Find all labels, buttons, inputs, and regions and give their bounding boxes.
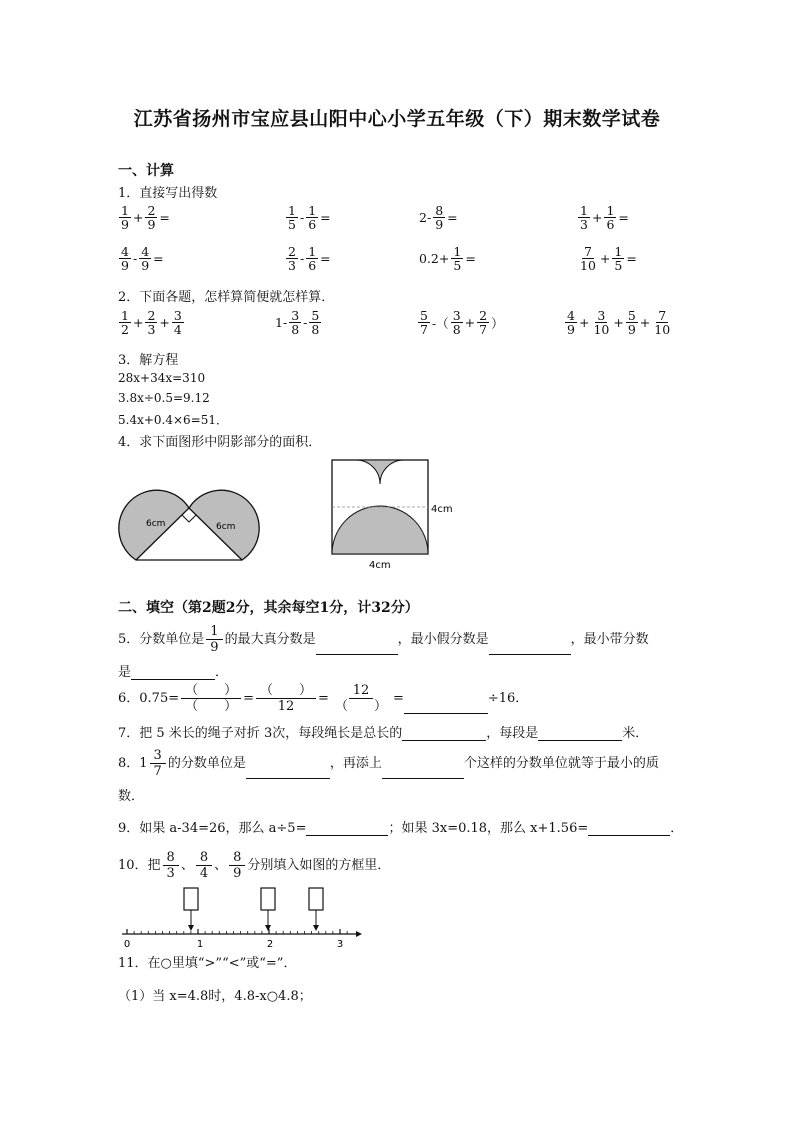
q11-sub-1: （1）当 x=4.8时，4.8-x○4.8； bbox=[118, 989, 312, 1004]
q1-item-2: $\frac{1}{5}$ - $\frac{1}{6}$ = bbox=[288, 203, 331, 232]
q7-blank-2[interactable] bbox=[538, 726, 622, 741]
arrow-head-1 bbox=[188, 925, 194, 931]
axis-arrow bbox=[356, 931, 362, 937]
q4-label: 4．求下面图形中阴影部分的面积． bbox=[118, 435, 322, 450]
q1-item-5: $\frac{4}{9}$ - $\frac{4}{9}$ = bbox=[121, 244, 164, 273]
tick-label-3: 3 bbox=[336, 939, 344, 950]
q5-blank-1[interactable] bbox=[316, 640, 398, 655]
q8-blank-2[interactable] bbox=[382, 764, 464, 779]
q3-equation-3: 5.4x+0.4×6=51． bbox=[118, 413, 229, 427]
q1-item-8: $\frac{7}{10}$ + $\frac{1}{5}$ = bbox=[580, 244, 637, 273]
fig1-right-label: 6cm bbox=[216, 522, 236, 532]
fig1-left-label: 6cm bbox=[146, 519, 166, 529]
q1-item-6: $\frac{2}{3}$ - $\frac{1}{6}$ = bbox=[288, 244, 331, 273]
axis-ticks bbox=[127, 929, 347, 934]
q8-line-2: 数． bbox=[118, 789, 145, 804]
tick-label-0: 0 bbox=[123, 939, 131, 950]
answer-box-1 bbox=[184, 888, 198, 910]
q7-line: 7．把 5 米长的绳子对折 3次，每段绳长是总长的 ，每段是 米． bbox=[118, 726, 649, 741]
page-title: 江苏省扬州市宝应县山阳中心小学五年级（下）期末数学试卷 bbox=[133, 108, 661, 130]
q5-blank-3[interactable] bbox=[131, 665, 215, 680]
figure-square-arcs bbox=[328, 456, 456, 572]
tick-label-2: 2 bbox=[266, 939, 274, 950]
q8-blank-1[interactable] bbox=[246, 764, 330, 779]
fig2-bottom-label: 4cm bbox=[369, 560, 391, 571]
answer-box-2 bbox=[261, 888, 275, 910]
q3-equation-1: 28x+34x=310 bbox=[118, 371, 206, 385]
number-line-figure bbox=[118, 884, 368, 950]
q9-blank-1[interactable] bbox=[306, 821, 388, 836]
q1-item-7: 0.2+ $\frac{1}{5}$ = bbox=[419, 244, 476, 273]
q3-equation-2: 3.8x÷0.5=9.12 bbox=[118, 391, 210, 405]
q9-line: 9．如果 a-34=26，那么 a÷5= ；如果 3x=0.18，那么 x+1.56= ． bbox=[118, 821, 684, 836]
q1-item-4: $\frac{1}{3}$ + $\frac{1}{6}$ = bbox=[580, 203, 629, 232]
q1-label: 1．直接写出得数 bbox=[118, 186, 218, 201]
q2-expr-3: $\frac{5}{7}$ -（ $\frac{3}{8}$ + $\frac{2}{7}$ ） bbox=[420, 308, 504, 337]
q11-label: 11．在○里填“>”“<”或“=”． bbox=[118, 956, 297, 971]
figure-semicircles bbox=[118, 480, 278, 562]
q8-line-1: 8．1 $\frac{3}{7}$ 的分数单位是 ，再添上 个这样的分数单位就等于最小的质 bbox=[118, 748, 659, 779]
q6-blank[interactable] bbox=[404, 699, 488, 714]
q7-blank-1[interactable] bbox=[402, 726, 486, 741]
q5-line-2: 是 ． bbox=[118, 665, 229, 680]
q5-blank-2[interactable] bbox=[489, 640, 571, 655]
section1-heading: 一、计算 bbox=[118, 163, 174, 179]
q2-expr-4: $\frac{4}{9}$ + $\frac{3}{10}$ + $\frac{5}{9}$ + $\frac{7}{10}$ bbox=[567, 308, 671, 337]
section2-heading: 二、填空（第2题2分，其余每空1分，计32分） bbox=[118, 600, 419, 616]
q10-line: 10．把 $\frac{8}{3}$ 、 $\frac{8}{4}$ 、 $\frac{8}{9}$ 分别填入如图的方框里． bbox=[118, 850, 391, 881]
q2-expr-2: 1- $\frac{3}{8}$ - $\frac{5}{8}$ bbox=[275, 308, 320, 337]
arrow-head-3 bbox=[313, 925, 319, 931]
q2-label: 2．下面各题，怎样算简便就怎样算． bbox=[118, 290, 335, 305]
q3-label: 3．解方程 bbox=[118, 353, 179, 368]
q1-item-3: 2- $\frac{8}{9}$ = bbox=[419, 203, 458, 232]
q5-line-1: 5．分数单位是 $\frac{1}{9}$ 的最大真分数是 ，最小假分数是 ，最小带分数 bbox=[118, 624, 649, 655]
q6-line: 6．0.75= （ ） （ ） = （ ） 12 = 12 （ ） = ÷16． bbox=[118, 683, 529, 714]
q9-blank-2[interactable] bbox=[588, 821, 670, 836]
right-angle-mark bbox=[182, 515, 196, 522]
q2-expr-1: $\frac{1}{2}$ + $\frac{2}{3}$ + $\frac{3}{4}$ bbox=[121, 308, 182, 337]
arrow-head-2 bbox=[265, 925, 271, 931]
answer-box-3 bbox=[309, 888, 323, 910]
fig2-side-label: 4cm bbox=[431, 504, 453, 515]
q1-item-1: $\frac{1}{9}$ + $\frac{2}{9}$ = bbox=[121, 203, 170, 232]
tick-label-1: 1 bbox=[196, 939, 204, 950]
